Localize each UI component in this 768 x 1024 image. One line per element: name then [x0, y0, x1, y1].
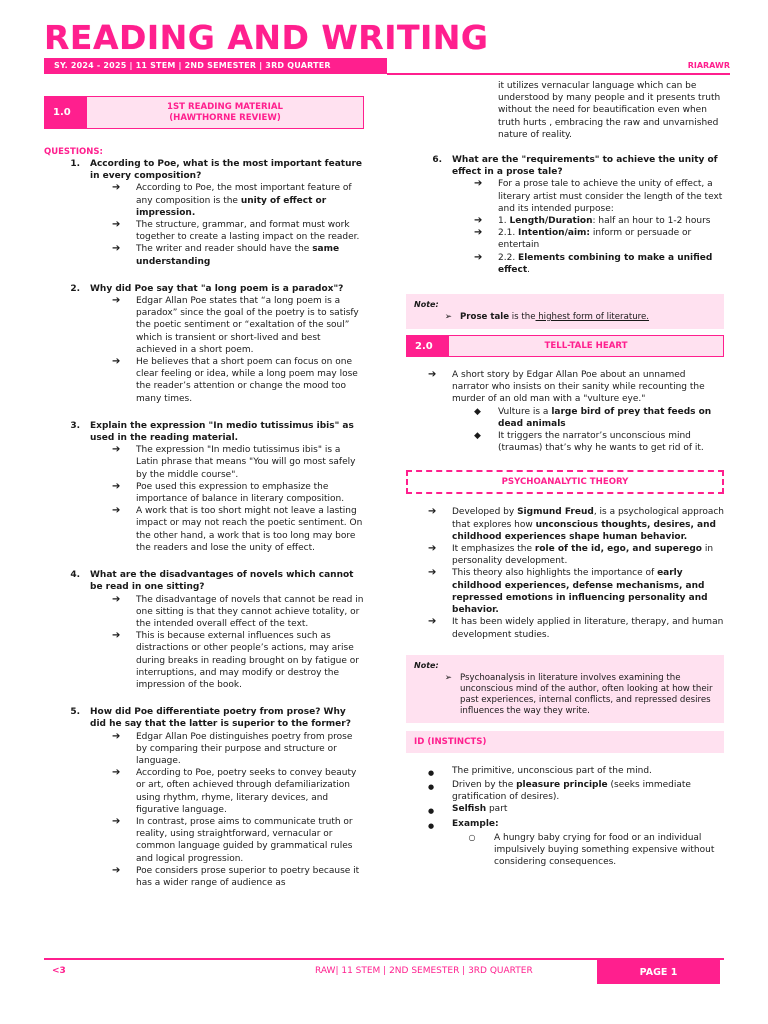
answer-post: : half an hour to 1-2 hours	[592, 216, 711, 227]
right-column	[406, 80, 724, 868]
list-item-text: Developed by Sigmund Freud, is a psychological approach that explores how unconscious thoughts, desires, and childhood experiences shape human behavior.	[452, 507, 725, 542]
footer-heart: <3	[52, 966, 66, 976]
author-label: RIARAWR	[687, 61, 730, 70]
arrow-right-icon: ➔	[474, 227, 483, 239]
question	[44, 706, 364, 730]
question-text: Why did Poe say that "a long poem is a paradox"?	[90, 283, 344, 294]
answer-text	[136, 444, 364, 481]
arrow-right-icon: ➔	[112, 767, 121, 779]
answer-text	[136, 219, 364, 243]
diamond-bullet-icon: ◆	[474, 406, 481, 417]
note-underlined: highest form of literature.	[535, 312, 650, 323]
answer-pre: Edgar Allan Poe states that “a long poem is a paradox” since the goal of the poetry is to satisfy the poetic sentiment or “exaltation of the soul” which is transient or short-lived and best achieved in a short poem.	[136, 296, 359, 355]
psychoanalysis-note-text: Psychoanalysis in literature involves examining the unconscious mind of the author, often looking at how their past experiences, internal conflicts, and repressed desires influences the way they write.	[460, 672, 713, 716]
answer-item	[112, 219, 364, 243]
answer-list	[112, 594, 364, 692]
answer-text	[136, 481, 364, 505]
id-example-item	[450, 832, 724, 869]
arrow-right-icon: ➔	[474, 178, 483, 190]
list-item-text: The primitive, unconscious part of the mind.	[452, 765, 652, 776]
question-6	[406, 154, 724, 276]
list-item-text: It emphasizes the role of the id, ego, and superego in personality development.	[452, 544, 714, 567]
note-label: Note:	[414, 660, 439, 670]
answer-text	[136, 816, 364, 865]
section-number: 1.0	[45, 97, 87, 128]
sublist-text: Vulture is a large bird of prey that feeds on dead animals	[498, 406, 712, 429]
footer-course: RAW| 11 STEM | 2ND SEMESTER | 3RD QUARTER	[315, 966, 533, 976]
section-title-line1: 1ST READING MATERIAL	[167, 101, 283, 112]
answer-item	[112, 594, 364, 631]
answer-item	[474, 227, 724, 251]
answer-item	[474, 215, 724, 227]
answer-pre: A work that is too short might not leave a lasting impact or may not reach the poetic sentiment. On the other hand, a work that is too long may bore the readers and lose the unity of effect.	[136, 506, 363, 553]
answer-text	[136, 630, 364, 691]
list-item-text: It has been widely applied in literature, therapy, and human development studies.	[452, 617, 724, 640]
arrow-right-icon: ➔	[428, 567, 437, 579]
answer-text	[136, 865, 364, 889]
sublist-text: It triggers the narrator’s unconscious mind (traumas) that’s why he wants to get rid of it.	[498, 431, 704, 454]
subtitle-bar: SY. 2024 - 2025 | 11 STEM | 2ND SEMESTER | 3RD QUARTER	[44, 58, 387, 74]
answer-text	[136, 182, 364, 219]
q5-continuation	[474, 80, 724, 141]
answer-item	[112, 481, 364, 505]
section-2-body	[406, 369, 724, 454]
sublist-item	[474, 406, 724, 430]
answer-pre: Poe used this expression to emphasize the importance of balance in literary composition.	[136, 481, 345, 505]
answer-pre: According to Poe, the most important feature of any composition is the	[136, 183, 352, 206]
answer-text	[136, 767, 364, 816]
prose-note	[406, 294, 724, 329]
arrow-right-icon: ➔	[474, 215, 483, 227]
question-number: 5.	[70, 707, 80, 718]
answer-bold: unity of effect or impression.	[136, 195, 327, 218]
list-item	[428, 803, 724, 817]
note-bold: Prose tale	[460, 312, 510, 323]
question	[44, 283, 364, 295]
id-instincts-header: ID (INSTINCTS)	[406, 731, 724, 753]
list-item	[428, 818, 724, 832]
psychoanalytic-theory-header: PSYCHOANALYTIC THEORY	[406, 470, 724, 494]
list-item	[428, 779, 724, 803]
arrow-right-icon: ➔	[112, 182, 121, 194]
list-item-text: Selfish part	[452, 804, 508, 815]
answer-text	[136, 243, 364, 267]
section-2-header	[406, 335, 724, 357]
question-text: Explain the expression "In medio tutissimus ibis" as used in the reading material.	[90, 420, 354, 444]
answer-list	[112, 444, 364, 554]
arrow-right-icon: ➔	[474, 251, 483, 263]
answer-pre: The expression "In medio tutissimus ibis" is a Latin phrase that means "You will go most safely by the middle course".	[136, 445, 356, 480]
section-number: 2.0	[407, 336, 449, 356]
list-item	[428, 506, 724, 543]
section-title: TELL-TALE HEART	[449, 336, 723, 356]
answer-text	[498, 252, 724, 276]
answer-bold: Elements combining to make a unified effect	[498, 252, 713, 275]
answer-item	[112, 182, 364, 219]
answer-item	[474, 252, 724, 276]
answer-pre: Edgar Allan Poe distinguishes poetry from prose by comparing their purpose and structure or language.	[136, 731, 353, 766]
question	[44, 158, 364, 182]
section-2-sublist	[406, 406, 724, 455]
list-item	[428, 543, 724, 567]
answer-pre: According to Poe, poetry seeks to convey beauty or art, often achieved through defamiliarization using rhythm, rhyme, literary devices, and figurative language.	[136, 768, 357, 815]
answer-bold: Length/Duration	[509, 216, 593, 227]
arrowhead-bullet-icon: ➢	[444, 312, 452, 323]
arrow-right-icon: ➔	[428, 506, 437, 518]
arrow-right-icon: ➔	[112, 444, 121, 456]
id-example-text: A hungry baby crying for food or an individual impulsively buying something expensive without considering consequences.	[494, 832, 715, 868]
q5-continuation-text: it utilizes vernacular language which can be understood by many people and it presents truth without the need for beautification even when truth hurts , embracing the raw and unvarnished nature of reality.	[498, 81, 721, 140]
answer-item	[474, 178, 724, 215]
answer-pre: The writer and reader should have the	[136, 244, 313, 255]
answer-list	[112, 731, 364, 890]
arrow-right-icon: ➔	[112, 593, 121, 605]
answer-text	[498, 227, 724, 251]
list-item	[428, 567, 724, 616]
page-title: READING AND WRITING	[44, 18, 489, 57]
arrow-right-icon: ➔	[112, 730, 121, 742]
answer-pre: 2.1.	[498, 228, 519, 239]
left-column	[44, 96, 364, 889]
question	[44, 420, 364, 444]
arrow-right-icon: ➔	[112, 864, 121, 876]
arrow-right-icon: ➔	[112, 243, 121, 255]
questions-list	[44, 158, 364, 889]
dot-bullet-icon: ●	[428, 782, 435, 791]
section-1-header	[44, 96, 364, 129]
answer-pre: For a prose tale to achieve the unity of effect, a literary artist must consider the length of the text and its intended purpose:	[498, 179, 723, 214]
arrow-right-icon: ➔	[112, 219, 121, 231]
question-number: 1.	[70, 159, 80, 169]
arrow-right-icon: ➔	[428, 543, 437, 555]
list-item-text: This theory also highlights the importance of early childhood experiences, defense mechanisms, and repressed emotions in influencing personality and behavior.	[452, 568, 708, 616]
answer-text	[136, 356, 364, 405]
answer-item	[112, 243, 364, 267]
header-divider	[387, 73, 730, 75]
dot-bullet-icon: ●	[428, 821, 435, 830]
list-item-text: Example:	[452, 818, 499, 829]
list-item	[428, 765, 724, 779]
section-2-intro: A short story by Edgar Allan Poe about an unnamed narrator who insists on their sanity while recounting the murder of an old man with a "vulture eye."	[452, 370, 705, 405]
answer-item	[112, 731, 364, 768]
answer-pre: 2.2.	[498, 252, 519, 263]
answer-text	[136, 295, 364, 356]
question-text: According to Poe, what is the most important feature in every composition?	[90, 159, 363, 182]
questions-label: QUESTIONS:	[44, 147, 103, 157]
answer-item	[112, 767, 364, 816]
answer-bold: Intention/aim:	[518, 228, 591, 239]
arrow-right-icon: ➔	[428, 616, 437, 628]
diamond-bullet-icon: ◆	[474, 431, 481, 442]
arrowhead-bullet-icon: ➢	[444, 672, 452, 683]
arrow-right-icon: ➔	[112, 356, 121, 368]
answer-pre: In contrast, prose aims to communicate truth or reality, using straightforward, vernacular or common language guided by grammatical rules and logical progression.	[136, 816, 353, 864]
answer-item	[112, 865, 364, 889]
section-title-line2: (HAWTHORNE REVIEW)	[169, 112, 281, 123]
answer-item	[112, 630, 364, 691]
answer-pre: He believes that a short poem can focus on one clear feeling or idea, while a long poem may lose the reader’s attention or change the mood too many times.	[136, 357, 358, 404]
answer-list	[112, 295, 364, 405]
answer-text	[498, 215, 724, 227]
section-title	[87, 97, 363, 128]
answer-pre: The disadvantage of novels that cannot be read in one sitting is that they cannot achieve totality, or the intended overall effect of the text.	[136, 594, 364, 629]
answer-bold: same understanding	[136, 244, 340, 267]
question-number: 2.	[70, 283, 80, 294]
answer-item	[112, 505, 364, 554]
dot-bullet-icon: ●	[428, 768, 435, 777]
question-number: 6.	[432, 155, 442, 166]
sublist-item	[474, 430, 724, 454]
question	[44, 569, 364, 593]
note-mid: is the	[509, 312, 536, 323]
id-list	[406, 765, 724, 832]
question-number: 3.	[70, 420, 80, 431]
arrow-right-icon: ➔	[112, 815, 121, 827]
answer-item	[112, 816, 364, 865]
psychoanalytic-list	[406, 506, 724, 640]
arrow-right-icon: ➔	[112, 630, 121, 642]
answer-post: inform or persuade or entertain	[498, 228, 692, 251]
question	[406, 154, 724, 178]
question-number: 4.	[70, 570, 80, 581]
answer-pre: The structure, grammar, and format must work together to create a lasting impact on the reader.	[136, 220, 360, 243]
answer-pre: Poe considers prose superior to poetry because it has a wider range of audience as	[136, 865, 360, 888]
arrow-right-icon: ➔	[112, 295, 121, 307]
answer-text	[136, 594, 364, 631]
answer-post: .	[527, 264, 531, 275]
list-item-text: Driven by the pleasure principle (seeks immediate gratification of desires).	[452, 779, 691, 803]
answer-list	[474, 178, 724, 276]
answer-pre: 1.	[498, 216, 510, 227]
question-text: What are the "requirements" to achieve the unity of effect in a prose tale?	[452, 155, 718, 178]
page-number: PAGE 1	[597, 960, 720, 984]
dot-bullet-icon: ●	[428, 807, 435, 816]
answer-item	[112, 356, 364, 405]
answer-list	[112, 182, 364, 267]
question-text: What are the disadvantages of novels which cannot be read in one sitting?	[90, 570, 354, 593]
list-item	[428, 616, 724, 640]
circle-bullet-icon: ○	[468, 832, 476, 842]
answer-item	[112, 444, 364, 481]
arrow-right-icon: ➔	[428, 369, 437, 381]
question-text: How did Poe differentiate poetry from prose? Why did he say that the latter is superior to the former?	[90, 707, 351, 730]
arrow-right-icon: ➔	[112, 480, 121, 492]
answer-item	[112, 295, 364, 356]
answer-pre: This is because external influences such as distractions or other people’s actions, may arise during breaks in reading brought on by fatigue or interruptions, and may modify or destroy the impression of the book.	[136, 631, 359, 690]
note-label: Note:	[414, 300, 439, 310]
answer-text	[136, 731, 364, 768]
psychoanalysis-note	[406, 655, 724, 723]
arrow-right-icon: ➔	[112, 505, 121, 517]
answer-text	[136, 505, 364, 554]
answer-text	[498, 178, 724, 215]
